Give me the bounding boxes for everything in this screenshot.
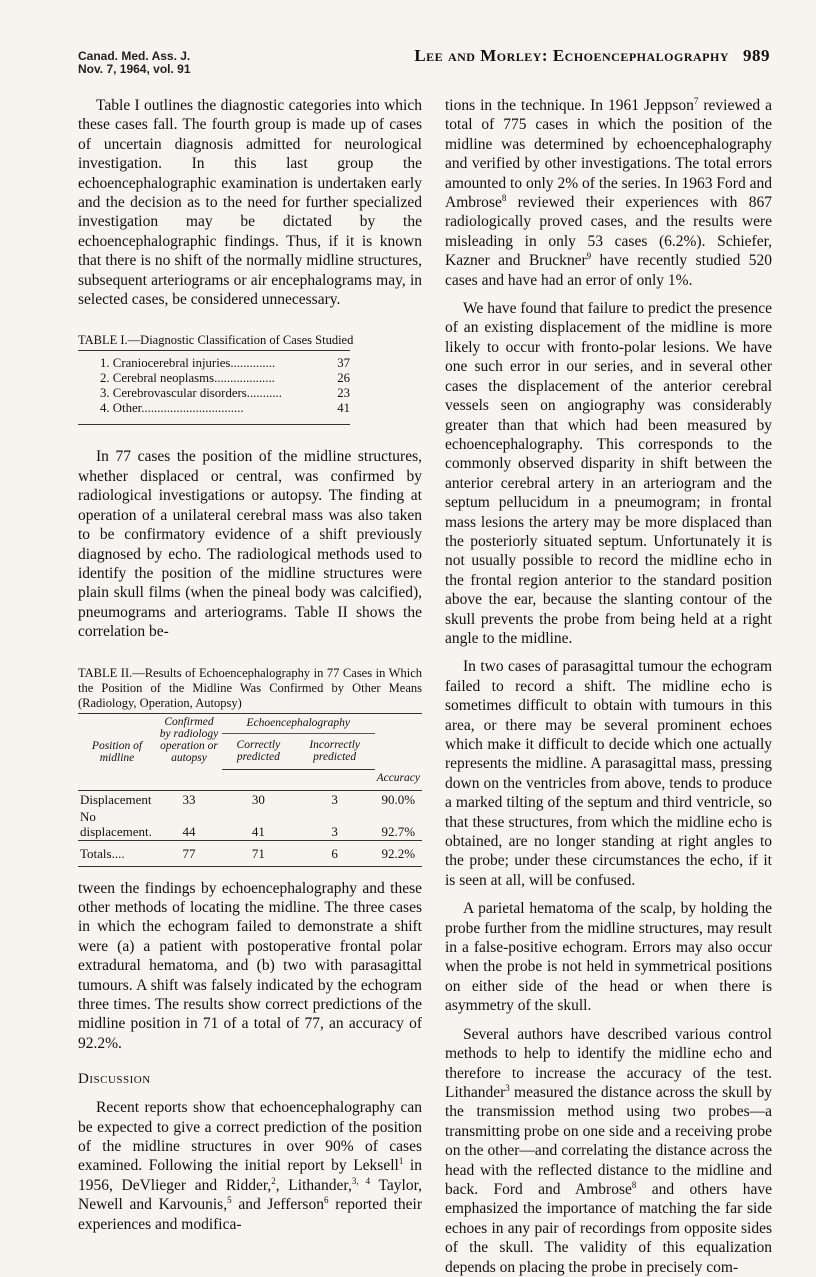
paragraph: tions in the technique. In 1961 Jeppson$^7$ reviewed a total of 775 cases in which the position of the midline was determined by echoencephalography and verified by other investigations. The total errors amounted to only 2% of the series. In 1963 Ford and Ambrose$^8$ reviewed their experiences with 867 radiologically proved cases, and the results were misleading in only 53 cases (6.2%). Schiefer, Kazner and Bruckner$^9$ have recently studied 520 cases and have had an error of only 1%.	[445, 95, 773, 289]
table2-caption: TABLE II.—Results of Echoencephalography in 77 Cases in Which the Position of the Midline Was Confirmed by Other Means (Radiology, Operation, Autopsy)	[78, 665, 422, 710]
section-heading: Discussion	[78, 1071, 151, 1088]
right-column	[445, 96, 772, 1277]
table1-row: 1. Craniocerebral injuries.............. 37	[100, 356, 350, 371]
table2	[78, 713, 422, 867]
page-number: 989	[743, 46, 770, 65]
table1	[78, 350, 350, 425]
running-title: Lee and Morley: Echoencephalography	[414, 46, 729, 65]
journal-citation	[78, 50, 191, 76]
left-column	[78, 96, 422, 1234]
table2-header: Confirmed by radiology operation or autopsy	[156, 713, 222, 770]
table1-row: 4. Other................................ 41	[100, 401, 350, 416]
table2-header: Accuracy	[375, 770, 422, 791]
table2-header	[375, 713, 422, 770]
table2-header: Echoencephalography	[222, 713, 375, 734]
paragraph: We have found that failure to predict the presence of an existing displacement of the midline is more likely to occur with fronto-polar lesions. We have one such error in our series, and in several other cases the displacement of the anterior cerebral vessels seen on angiography was considerably greater than that which had been measured by echoencephalography. This corresponds to the commonly observed disparity in shift between the anterior cerebral artery in an arteriogram and the septum pellucidum in a pneumogram; in frontal mass lesions the artery may be more displaced than the posteriorly situated septum. Unfortunately it is not usually possible to record the midline echo in the frontal region anterior to the standard position above the ear, because the slanting contour of the skull prevents the probe from being held at a right angle to the midline.	[445, 300, 772, 647]
running-header	[414, 46, 770, 66]
paragraph: tween the findings by echoencephalography and these other methods of locating the midline. The three cases in which the echogram failed to demonstrate a shift were (a) a patient with postoperative frontal polar extradural hematoma, and (b) two with parasagittal tumours. A shift was falsely indicated by the echogram three times. The results show correct predictions of the midline position in 71 of a total of 77, an accuracy of 92.2%.	[78, 879, 422, 1052]
paragraph: Table I outlines the diagnostic categories into which these cases fall. The fourth group is made up of cases of uncertain diagnosis admitted for neurological investigation. In this last group the echoencephalographic examination is undertaken early and the decision as to the need for further specialized investigation may be dictated by the echoencephalographic findings. Thus, if it is known that there is no shift of the normally midline structures, subsequent arteriograms or air encephalograms may, in selected cases, be considered unnecessary.	[78, 97, 422, 309]
paragraph: In 77 cases the position of the midline structures, whether displaced or central, was confirmed by radiological investigations or autopsy. The finding at operation of a unilateral cerebral mass was also taken to be confirmatory evidence of a shift previously diagnosed by echo. The radiological methods used to identify the position of the midline structures were plain skull films (when the pineal body was calcified), pneumograms and arteriograms. Table II shows the correlation be-	[78, 448, 422, 641]
paragraph: Several authors have described various control methods to help to identify the midline echo and therefore to increase the accuracy of the test. Lithander$^3$ measured the distance across the skull by the transmission method using two probes—a transmitting probe on one side and a receiving probe on the other—and correlating the distance across the head with the reflected distance to the midline and back. Ford and Ambrose$^8$ and others have emphasized the importance of matching the far side echoes in any pair of recordings from opposite sides of the skull. The validity of this equalization depends on placing the probe in precisely com-	[445, 1025, 772, 1276]
table1-row: 2. Cerebral neoplasms................... 26	[100, 371, 350, 386]
table-row-totals: Totals.... 77 71 6 92.2%	[78, 840, 422, 866]
table-row: No displacement. 44 41 3 92.7%	[80, 808, 416, 839]
paragraph: Recent reports show that echoencephalography can be expected to give a correct prediction of the position of the midline structures in over 90% of cases examined. Following the initial report by Leksell$^1$ in 1956, DeVlieger and Ridder,$^2$, Lithander,$^{3, 4}$ Taylor, Newell and Karvounis,$^5$ and Jefferson$^6$ reported their experiences and modifica-	[78, 1099, 423, 1233]
paragraph: A parietal hematoma of the scalp, by holding the probe further from the midline structures, may result in a false-positive echogram. Errors may also occur when the probe is not held in symmetrical positions on either side of the head or when there is asymmetry of the skull.	[445, 900, 772, 1015]
paragraph: In two cases of parasagittal tumour the echogram failed to record a shift. The midline echo is sometimes difficult to obtain with tumours in this area, or there may be several prominent echoes which make it difficult to decide which one actually represents the midline. A parasagittal mass, pressing down on the ventricles from above, tends to produce a marked tilting of the septum and third ventricle, so that these structures, from which the midline echo is obtained, are no longer standing at right angles to the probe; under these circumstances the echo, if it is seen at all, will be confused.	[445, 658, 772, 889]
table1-row: 3. Cerebrovascular disorders........... 23	[100, 386, 350, 401]
table2-header: Correctly predicted	[222, 734, 295, 770]
table-row: Displacement 33 30 3 90.0%	[80, 791, 416, 807]
table2-header: Incorrectly predicted	[295, 734, 375, 770]
table2-header: Position of midline	[78, 713, 156, 770]
table1-caption: TABLE I.—Diagnostic Classification of Cases Studied	[78, 333, 354, 348]
journal-name: Canad. Med. Ass. J.	[78, 49, 191, 63]
journal-issue: Nov. 7, 1964, vol. 91	[78, 62, 191, 76]
